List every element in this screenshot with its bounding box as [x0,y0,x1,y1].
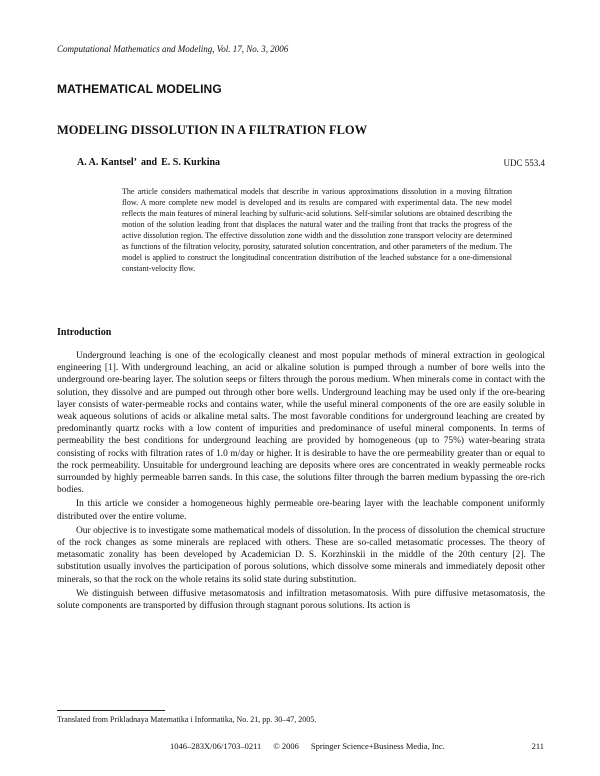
publisher-name: Springer Science+Business Media, Inc. [310,741,445,751]
introduction-heading: Introduction [57,327,112,338]
journal-citation: Computational Mathematics and Modeling, Vol. 17, No. 3, 2006 [57,44,289,54]
copyright-line [170,741,445,751]
author-name: E. S. Kurkina [161,157,221,168]
introduction-body [57,350,545,614]
body-paragraph: Underground leaching is one of the ecologically cleanest and most popular methods of mineral extraction in geological engineering [1]. With underground leaching, an acid or alkaline solution is pumped through a number of bore wells into the underground ore-bearing layer. The solution seeps or filters through the porous medium. When minerals come in contact with the solution, they dissolve and are pumped out through other bore wells. Underground leaching may be used only if the ore-bearing layer consists of water-permeable rocks and contains water, while the useful mineral components of the ore are easily soluble in weak aqueous solutions of acids or alkaline metal salts. The most favorable conditions for underground leaching are created by predominantly quartz rocks with a low content of impurities and predominance of useful mineral components. In terms of permeability the best conditions for underground leaching are provided by homogeneous (up to 75%) water-bearing strata consisting of rocks with filtration rates of 1.0 m/day or higher. It is desirable to have the ore permeability greater than or equal to the rock permeability. Unsuitable for underground leaching are deposits where ores are concentrated in weakly permeable rocks surrounded by highly permeable barren sands. In this case, the solutions filter through the barren medium bypassing the ore-rich bodies. [57,351,545,496]
abstract: The article considers mathematical models that describe in various approximations dissolution in a moving filtration flow. A more complete new model is developed and its results are compared with experimental data. The new model reflects the main features of mineral leaching by sulfuric-acid solutions. Self-similar solutions are obtained describing the motion of the solution leading front that displaces the natural water and the trailing front that tracks the progress of the active dissolution region. The effective dissolution zone width and the dissolution zone transport velocity are determined as functions of the filtration velocity, porosity, saturated solution concentration, and other parameters of the medium. The model is applied to construct the longitudinal concentration distribution of the leached substance for a one-dimensional constant-velocity flow. [122,187,512,273]
paper-title: MODELING DISSOLUTION IN A FILTRATION FLOW [57,123,368,137]
copyright-year: © 2006 [273,741,299,751]
section-heading: MATHEMATICAL MODELING [57,82,222,96]
body-paragraph: In this article we consider a homogeneous highly permeable ore-bearing layer with the leachable component uniformly distributed over the entire volume. [57,499,545,522]
body-paragraph: We distinguish between diffusive metasomatosis and infiltration metasomatosis. With pure diffusive metasomatosis, the solute components are transported by diffusion through stagnant porous solutions. Its action is [57,588,545,612]
body-paragraph: Our objective is to investigate some mathematical models of dissolution. In the process of dissolution the chemical structure of the rock changes as some minerals are replaced with others. These are so-called metasomatic processes. The theory of metasomatic zonality has been developed by Academician D. S. Korzhinskii in the middle of the 20th century [2]. The substitution usually involves the participation of porous solutions, which dissolve some minerals and immediately deposit other minerals, so that the rock on the whole retains its solid state during substitution. [57,525,545,585]
page-number: 211 [531,741,544,751]
udc-code: UDC 553.4 [503,158,545,168]
author-name: A. A. Kantsel’ [77,157,137,168]
footnote-divider [57,710,165,711]
author-list [77,157,220,168]
author-separator: and [141,157,158,168]
issn-code: 1046–283X/06/1703–0211 [170,741,262,751]
translation-footnote: Translated from Prikladnaya Matematika i Informatika, No. 21, pp. 30–47, 2005. [57,715,317,724]
